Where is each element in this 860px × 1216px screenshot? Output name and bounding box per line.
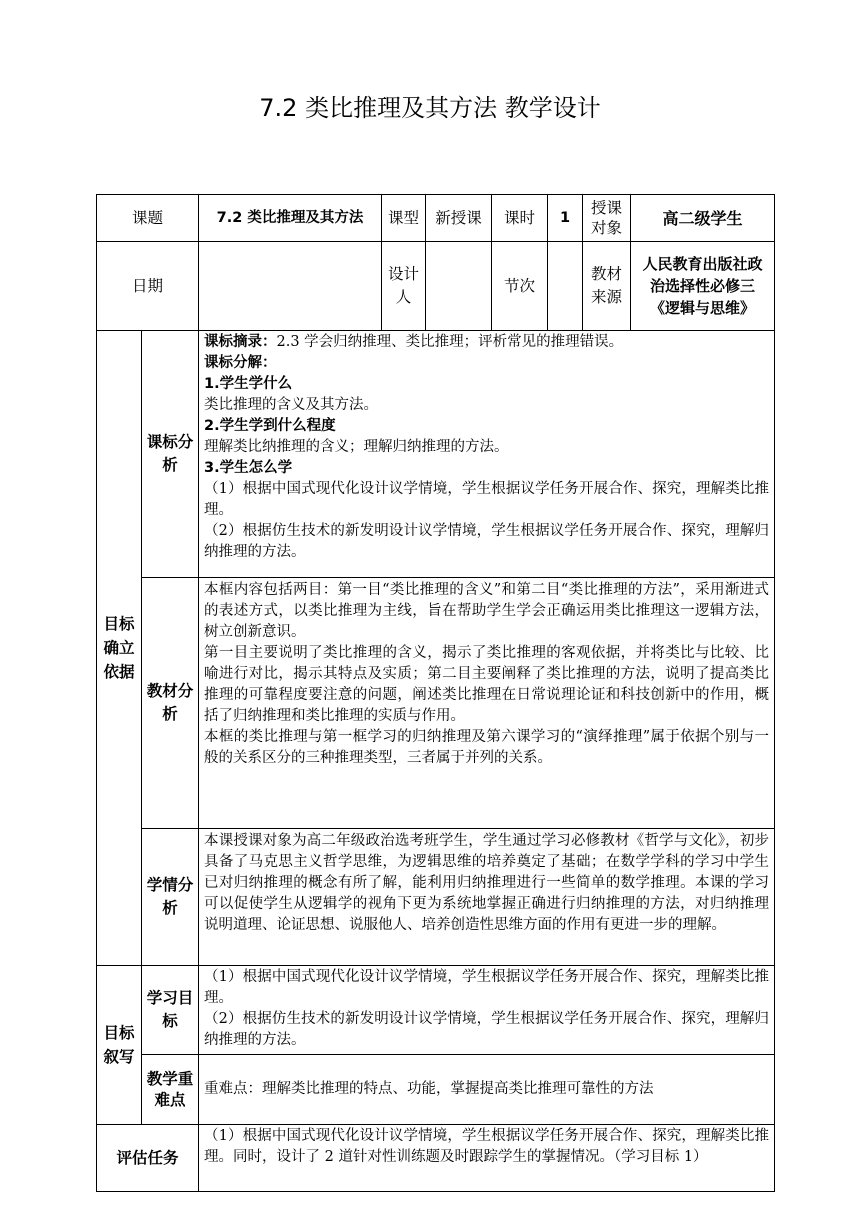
textbook-para-3: 本框的类比推理与第一框学习的归纳推理及第六课学习的“演绎推理”属于依据个别与一般的关系区分的三种推理类型，三者属于并列的关系。 — [204, 729, 770, 766]
audience-label: 授课对象 — [583, 195, 631, 242]
keypoints-label: 教学重难点 — [142, 1055, 199, 1125]
keypoints-content — [199, 1055, 775, 1125]
header-row-1 — [97, 195, 775, 242]
date-value — [199, 242, 382, 331]
keypoints-row — [97, 1055, 775, 1125]
learner-para-1: 本课授课对象为高二年级政治选考班学生，学生通过学习必修教材《哲学与文化》，初步具备了马克思主义哲学思维，为逻辑思维的培养奠定了基础；在数学学科的学习中学生已对归纳推理的概念有所了解，能利用归纳推理进行一些简单的数学推理。本课的学习可以促使学生从逻辑学的视角下更为系统地掌握正确进行归纳推理的方法，对归纳推理说明道理、论证思想、说服他人、培养创造性思维方面的作用有更进一步的理解。 — [204, 833, 770, 933]
goal-basis-label: 目标确立依据 — [97, 331, 142, 966]
learner-row — [97, 829, 775, 966]
designer-label: 设计人 — [382, 242, 426, 331]
curriculum-para-2: 理解类比纳推理的含义；理解归纳推理的方法。 — [204, 439, 509, 455]
section-value — [548, 242, 583, 331]
assessment-label: 评估任务 — [97, 1125, 199, 1192]
excerpt-text: 2.3 学会归纳推理、类比推理；评析常见的推理错误。 — [276, 334, 624, 350]
assessment-row — [97, 1125, 775, 1192]
breakdown-label: 课标分解： — [204, 355, 277, 371]
learner-content — [199, 829, 775, 966]
curriculum-heading-3: 3.学生怎么学 — [204, 460, 293, 476]
objectives-label: 学习目标 — [142, 966, 199, 1055]
curriculum-para-3: （1）根据中国式现代化设计议学情境，学生根据议学任务开展合作、探究，理解类比推理。 — [204, 481, 770, 518]
goal-statement-label: 目标叙写 — [97, 966, 142, 1125]
source-label: 教材来源 — [583, 242, 631, 331]
objectives-para-1: （1）根据中国式现代化设计议学情境，学生根据议学任务开展合作、探究，理解类比推理。 — [204, 969, 770, 1006]
curriculum-heading-2: 2.学生学到什么程度 — [204, 418, 336, 434]
textbook-para-1: 本框内容包括两目：第一目“类比推理的含义”和第二目“类比推理的方法”，采用渐进式的表述方式，以类比推理为主线，旨在帮助学生学会正确运用类比推理这一逻辑方法，树立创新意识。 — [204, 582, 770, 640]
date-label: 日期 — [97, 242, 199, 331]
objectives-row — [97, 966, 775, 1055]
textbook-label: 教材分析 — [142, 578, 199, 829]
type-label: 课型 — [382, 195, 426, 242]
hours-label: 课时 — [492, 195, 548, 242]
header-row-2 — [97, 242, 775, 331]
excerpt-label: 课标摘录： — [204, 334, 277, 350]
textbook-row — [97, 578, 775, 829]
lesson-plan-table — [96, 194, 775, 1192]
section-label: 节次 — [492, 242, 548, 331]
objectives-para-2: （2）根据仿生技术的新发明设计议学情境，学生根据议学任务开展合作、探究，理解归纳推理的方法。 — [204, 1011, 770, 1048]
topic-value: 7.2 类比推理及其方法 — [199, 195, 382, 242]
textbook-para-2: 第一目主要说明了类比推理的含义，揭示了类比推理的客观依据，并将类比与比较、比喻进行对比，揭示其特点及实质；第二目主要阐释了类比推理的方法，说明了提高类比推理的可靠程度要注意的问题，阐述类比推理在日常说理论证和科技创新中的作用，概括了归纳推理和类比推理的实质与作用。 — [204, 645, 770, 724]
textbook-content — [199, 578, 775, 829]
curriculum-heading-1: 1.学生学什么 — [204, 376, 293, 392]
topic-label: 课题 — [97, 195, 199, 242]
keypoints-text: 重难点：理解类比推理的特点、功能，掌握提高类比推理可靠性的方法 — [204, 1081, 654, 1097]
curriculum-label: 课标分析 — [142, 331, 199, 578]
curriculum-row — [97, 331, 775, 578]
objectives-content — [199, 966, 775, 1055]
curriculum-content — [199, 331, 775, 578]
source-value: 人民教育出版社政治选择性必修三《逻辑与思维》 — [631, 242, 775, 331]
curriculum-para-1: 类比推理的含义及其方法。 — [204, 397, 379, 413]
designer-value — [426, 242, 492, 331]
assessment-text: （1）根据中国式现代化设计议学情境，学生根据议学任务开展合作、探究，理解类比推理。同时，设计了 2 道针对性训练题及时跟踪学生的掌握情况。（学习目标 1） — [204, 1128, 770, 1165]
type-value: 新授课 — [426, 195, 492, 242]
hours-value: 1 — [548, 195, 583, 242]
curriculum-para-4: （2）根据仿生技术的新发明设计议学情境，学生根据议学任务开展合作、探究，理解归纳推理的方法。 — [204, 523, 770, 560]
page-title: 7.2 类比推理及其方法 教学设计 — [259, 94, 601, 122]
assessment-content — [199, 1125, 775, 1192]
audience-value: 高二级学生 — [631, 195, 775, 242]
learner-label: 学情分析 — [142, 829, 199, 966]
